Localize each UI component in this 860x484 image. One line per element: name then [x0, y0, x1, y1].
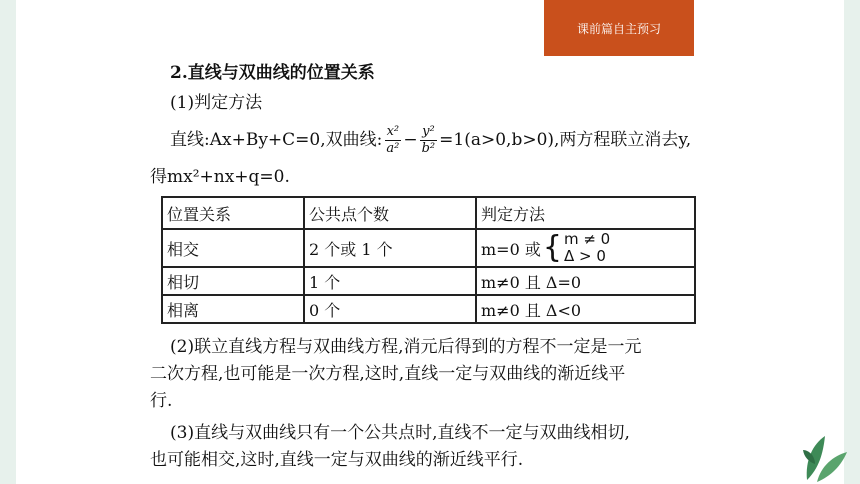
cell-count: 2 个或 1 个 — [304, 229, 476, 267]
fraction-y-numerator: y² — [422, 123, 435, 139]
cell-method — [476, 229, 695, 267]
condition-stack — [564, 231, 610, 265]
note-3-line-2: 也可能相交,这时,直线一定与双曲线的渐近线平行. — [150, 450, 524, 470]
section-title: 2.直线与双曲线的位置关系 — [170, 63, 375, 83]
fraction-y — [420, 124, 438, 157]
condition-2: Δ > 0 — [563, 247, 606, 265]
left-brace-icon: { — [542, 230, 562, 265]
fraction-x-denominator: a² — [386, 140, 400, 156]
table-header-row — [162, 197, 695, 229]
note-2-line-3: 行. — [150, 391, 173, 411]
method-result: 得mx²+nx+q=0. — [150, 167, 290, 187]
condition-group — [481, 231, 610, 265]
header-count: 公共点个数 — [304, 197, 476, 229]
method-suffix: =1(a>0,b>0),两方程联立消去y, — [439, 130, 692, 150]
note-2-line-1: (2)联立直线方程与双曲线方程,消元后得到的方程不一定是一元 — [170, 337, 642, 357]
table-row — [162, 267, 695, 295]
condition-prefix: m=0 或 — [481, 239, 541, 259]
header-method: 判定方法 — [476, 197, 695, 229]
note-2-line-2: 二次方程,也可能是一次方程,这时,直线一定与双曲线的渐近线平 — [150, 364, 626, 384]
cell-relation: 相离 — [162, 295, 304, 323]
note-3-line-1: (3)直线与双曲线只有一个公共点时,直线不一定与双曲线相切, — [170, 423, 630, 443]
section-tag: 课前篇自主预习 — [544, 0, 694, 56]
cell-method: m≠0 且 Δ=0 — [476, 267, 695, 295]
leaf-decoration-icon — [795, 430, 855, 484]
cell-relation: 相交 — [162, 229, 304, 267]
method-formula — [170, 118, 691, 162]
minus-sign: − — [403, 130, 418, 150]
subsection-title: (1)判定方法 — [170, 93, 263, 113]
condition-1: m ≠ 0 — [563, 230, 611, 248]
method-prefix: 直线:Ax+By+C=0,双曲线: — [170, 130, 383, 150]
fraction-x — [384, 124, 401, 157]
header-relation: 位置关系 — [162, 197, 304, 229]
relation-table — [161, 196, 696, 324]
table-row — [162, 295, 695, 323]
fraction-y-denominator: b² — [421, 140, 436, 156]
cell-relation: 相切 — [162, 267, 304, 295]
cell-count: 0 个 — [304, 295, 476, 323]
cell-method: m≠0 且 Δ<0 — [476, 295, 695, 323]
table-row — [162, 229, 695, 267]
cell-count: 1 个 — [304, 267, 476, 295]
fraction-x-numerator: x² — [386, 123, 400, 139]
